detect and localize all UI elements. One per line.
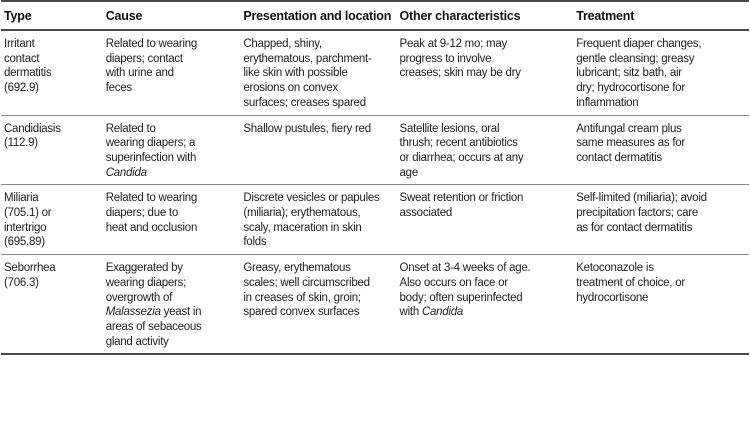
diaper-dermatitis-table xyxy=(1,0,749,355)
cell-line: with Candida xyxy=(399,306,464,319)
cell-line: inflammation xyxy=(576,96,639,109)
cell-line: treatment of choice, or xyxy=(576,276,685,289)
cell-line: Related to wearing xyxy=(105,192,198,205)
cell-line: Greasy, erythematous xyxy=(243,262,351,275)
cell-type xyxy=(1,30,102,115)
cell-line: same measures as for xyxy=(576,137,686,150)
cell-treatment xyxy=(572,185,749,255)
cell-line: scales; well circumscribed xyxy=(243,276,370,289)
cell-line: (705.1) or xyxy=(4,207,52,220)
cell-presentation xyxy=(239,185,395,255)
cell-line: associated xyxy=(399,207,453,220)
cell-line: contact dermatitis xyxy=(576,151,662,164)
cell-line: Satellite lesions, oral xyxy=(399,122,500,135)
cell-line: folds xyxy=(243,236,267,249)
cell-line: precipitation factors; care xyxy=(576,207,698,220)
cell-line: Sweat retention or friction xyxy=(399,192,524,205)
cell-line: with urine and xyxy=(105,67,174,80)
cell-line: Irritant xyxy=(4,38,35,50)
cell-line: Malassezia yeast in xyxy=(105,306,202,319)
cell-line: diapers; contact xyxy=(105,52,183,65)
table-header-row xyxy=(1,1,749,30)
cell-type xyxy=(1,185,102,255)
cell-line: gentle cleansing; greasy xyxy=(576,52,695,65)
table-row xyxy=(1,255,749,355)
cell-line: thrush; recent antibiotics xyxy=(399,137,518,150)
cell-line: Candidiasis xyxy=(4,122,61,135)
cell-line: Discrete vesicles or papules xyxy=(243,192,380,205)
cell-line: diapers; due to xyxy=(105,207,179,220)
cell-line: contact xyxy=(4,52,40,65)
cell-treatment xyxy=(572,115,749,185)
cell-line: Also occurs on face or xyxy=(399,276,508,289)
cell-presentation xyxy=(239,255,395,355)
cell-line: superinfection with xyxy=(105,151,197,164)
cell-line: (miliaria); erythematous, xyxy=(243,207,361,220)
cell-line: areas of sebaceous xyxy=(105,320,202,333)
organism-name: Malassezia xyxy=(105,306,161,319)
header-treatment: Treatment xyxy=(572,1,749,30)
cell-line: hydrocortisone xyxy=(576,291,649,304)
cell-other-characteristics xyxy=(396,185,573,255)
cell-line: surfaces; creases spared xyxy=(243,96,366,109)
cell-line: scaly, maceration in skin xyxy=(243,221,362,234)
cell-other-characteristics xyxy=(396,115,573,185)
table-row xyxy=(1,30,749,115)
cell-cause xyxy=(102,30,240,115)
cell-line: Seborrhea xyxy=(4,262,56,275)
cell-presentation xyxy=(239,30,395,115)
cell-line: Candida xyxy=(105,166,147,179)
cell-line: erythematous, parchment- xyxy=(243,52,372,65)
cell-line: as for contact dermatitis xyxy=(576,221,693,234)
cell-type xyxy=(1,115,102,185)
cell-cause xyxy=(102,255,240,355)
cell-line: gland activity xyxy=(105,335,169,348)
header-type: Type xyxy=(1,1,102,30)
cell-line: intertrigo xyxy=(4,221,47,234)
cell-line: in creases of skin, groin; xyxy=(243,291,361,304)
cell-other-characteristics xyxy=(396,255,573,355)
cell-other-characteristics xyxy=(396,30,573,115)
cell-line: (695.89) xyxy=(4,236,45,249)
cell-presentation xyxy=(239,115,395,185)
cell-line: body; often superinfected xyxy=(399,291,523,304)
cell-line: overgrowth of xyxy=(105,291,173,304)
cell-line: or diarrhea; occurs at any xyxy=(399,151,524,164)
cell-line: like skin with possible xyxy=(243,67,348,80)
cell-line: creases; skin may be dry xyxy=(399,67,521,80)
cell-treatment xyxy=(572,30,749,115)
cell-cause xyxy=(102,115,240,185)
header-cause: Cause xyxy=(102,1,240,30)
cell-line: Exaggerated by xyxy=(105,262,183,275)
cell-line: dry; hydrocortisone for xyxy=(576,82,685,95)
cell-line: heat and occlusion xyxy=(105,221,198,234)
cell-line: Related to wearing xyxy=(105,38,198,50)
cell-line: feces xyxy=(105,82,132,95)
header-other-characteristics: Other characteristics xyxy=(396,1,573,30)
cell-line: (112.9) xyxy=(4,137,38,150)
table-row xyxy=(1,115,749,185)
cell-line: Ketoconazole is xyxy=(576,262,654,275)
cell-type xyxy=(1,255,102,355)
cell-line: Onset at 3-4 weeks of age. xyxy=(399,262,531,275)
cell-line: Shallow pustules, fiery red xyxy=(243,122,371,135)
cell-line: Miliaria xyxy=(4,192,39,205)
cell-line: wearing diapers; a xyxy=(105,137,196,150)
cell-line: progress to involve xyxy=(399,52,492,65)
cell-cause xyxy=(102,185,240,255)
cell-line: Peak at 9-12 mo; may xyxy=(399,38,508,50)
cell-line: wearing diapers; xyxy=(105,276,187,289)
cell-line: Antifungal cream plus xyxy=(576,122,682,135)
cell-line: Self-limited (miliaria); avoid xyxy=(576,192,707,205)
cell-line: (706.3) xyxy=(4,276,39,289)
cell-line: spared convex surfaces xyxy=(243,306,360,319)
cell-treatment xyxy=(572,255,749,355)
table-row xyxy=(1,185,749,255)
cell-line: lubricant; sitz bath, air xyxy=(576,67,682,80)
cell-line: (692.9) xyxy=(4,82,39,95)
cell-line: dermatitis xyxy=(4,67,52,80)
cell-line: age xyxy=(399,166,418,179)
header-presentation: Presentation and location xyxy=(239,1,395,30)
cell-line: Chapped, shiny, xyxy=(243,38,322,50)
cell-line: Frequent diaper changes, xyxy=(576,38,702,50)
cell-line: erosions on convex xyxy=(243,82,338,95)
cell-line: Related to xyxy=(105,122,156,135)
organism-name: Candida xyxy=(421,306,464,319)
